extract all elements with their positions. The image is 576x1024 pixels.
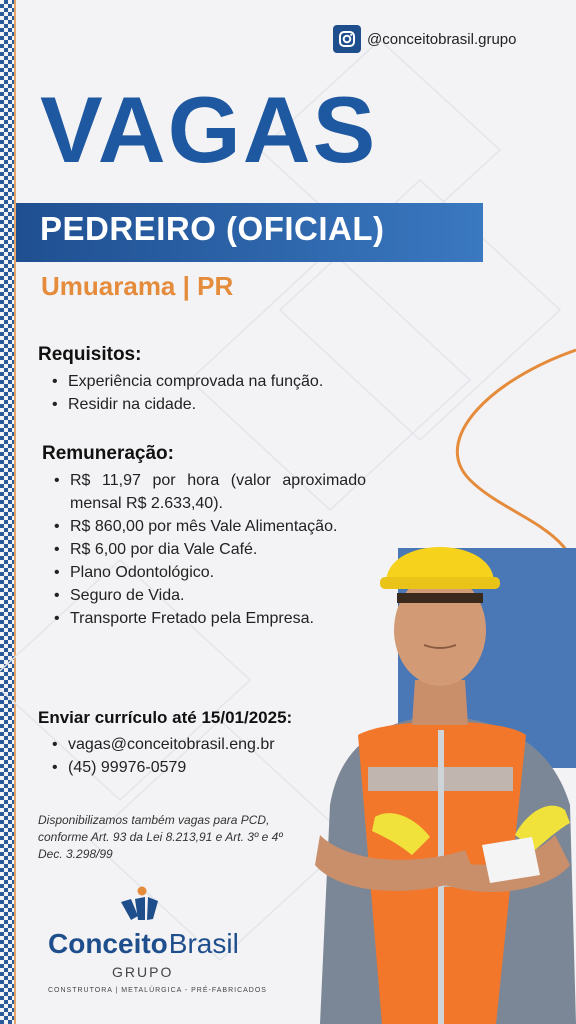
email-link[interactable]: • vagas@conceitobrasil.eng.br	[52, 733, 352, 756]
requirements-list	[52, 370, 392, 416]
worker-illustration	[300, 505, 576, 1024]
instagram-handle-text: @conceitobrasil.grupo	[367, 30, 517, 48]
contact-title: Enviar currículo até 15/01/2025:	[38, 708, 293, 727]
logo-mark-icon	[117, 886, 161, 924]
location: Umuarama | PR	[41, 271, 234, 301]
headline: VAGAS	[40, 77, 378, 182]
list-item: • Seguro de Vida.	[54, 584, 366, 607]
logo-word-1: Conceito	[48, 928, 168, 959]
logo-wordmark	[48, 928, 239, 960]
role-title: PEDREIRO (OFICIAL)	[40, 210, 385, 247]
list-item: • Transporte Fretado pela Empresa.	[54, 607, 366, 630]
instagram-icon	[333, 25, 361, 53]
pcd-note: Disponibilizamos também vagas para PCD, conforme Art. 93 da Lei 8.213,91 e Art. 3º e 4º Dec. 3.298/99	[38, 813, 283, 861]
instagram-handle[interactable]	[333, 25, 516, 53]
requirements-title: Requisitos:	[38, 344, 142, 365]
logo-sub: GRUPO	[112, 964, 174, 980]
logo-word-2: Brasil	[168, 928, 239, 959]
list-item: • Plano Odontológico.	[54, 561, 366, 584]
list-item: • Residir na cidade.	[52, 393, 392, 416]
list-item: • R$ 860,00 por mês Vale Alimentação.	[54, 515, 366, 538]
phone-number[interactable]: • (45) 99976-0579	[52, 756, 352, 779]
logo-tagline: CONSTRUTORA | METALÚRGICA - PRÉ-FABRICADOS	[48, 987, 267, 994]
list-item: • Experiência comprovada na função.	[52, 370, 392, 393]
list-item: • R$ 6,00 por dia Vale Café.	[54, 538, 366, 561]
list-item: • R$ 11,97 por hora (valor aproximado mensal R$ 2.633,40).	[54, 469, 366, 515]
compensation-title: Remuneração:	[42, 443, 174, 464]
